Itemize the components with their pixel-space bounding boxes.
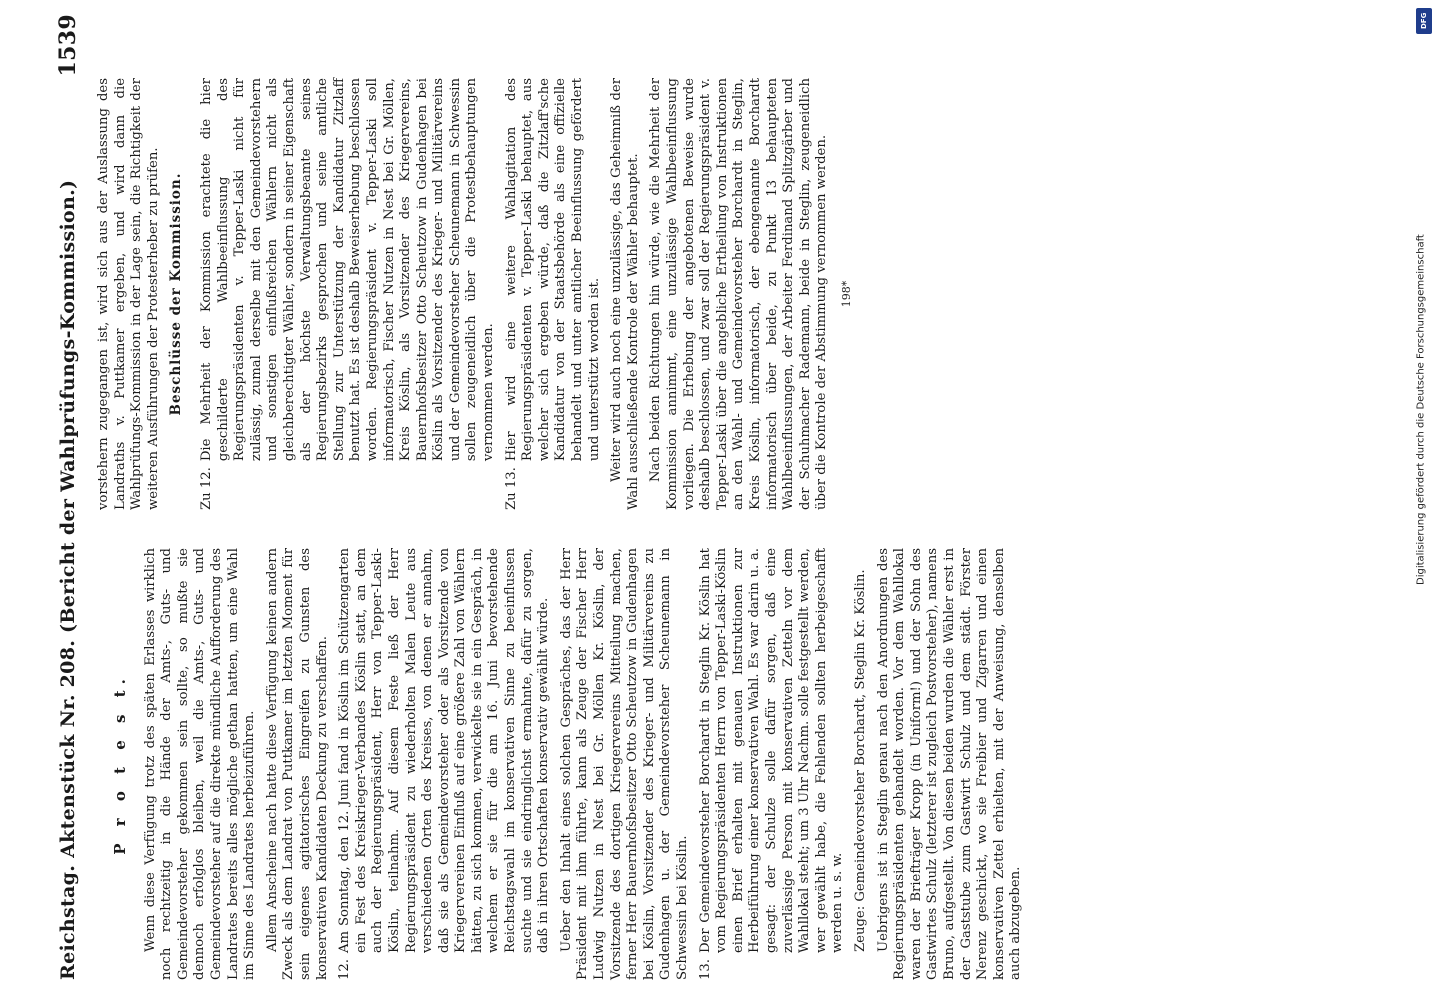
paragraph: Weiter wird auch noch eine unzulässige, das Geheimniß der Wahl ausschließende Kontrole der Wähler behauptet. — [609, 78, 641, 510]
paragraph: Nach beiden Richtungen hin würde, wie die Mehrheit der Kommission annimmt, eine unzulässige Wahlbeeinflussung vorliegen. Die Erhebung der angebotenen Beweise wurde deshalb beschlossen, und zwar soll der Regierungspräsident v. Tepper-Laski über die angebliche Ertheilung von Instruktionen an den Wahl- und Gemeindevorsteher Borchardt in Steglin, Kreis Köslin, informatorisch, der ebengenannte Borchardt informatorisch über beide, zu Punkt 13 behaupteten Wahlbeeinflussungen, der Arbeiter Ferdinand Splitzgärber und der Schuhmacher Rademann, beide in Steglin, zeugeneidlich über die Kontrole der Abstimmung vernommen werden. — [648, 78, 830, 510]
item-text: Hier wird eine weitere Wahlagitation des Regierungspräsidenten v. Tepper-Laski behauptet, aus welcher sich ergeben würde, daß die Zitzlaff'sche Kandidatur von der Staatsbehörde als eine offizielle behandelt und unter amtlicher Beeinflussung gefördert und unterstützt worden ist. — [503, 78, 602, 462]
digitization-credit: Digitalisierung gefördert durch die Deutsche Forschungsgemeinschaft — [1415, 234, 1427, 586]
resolutions-heading: Beschlüsse der Kommission. — [168, 172, 185, 416]
paragraph: Ueber den Inhalt eines solchen Gespräches, das der Herr Präsident mit ihm führte, kann als Zeuge der Fischer Herr Ludwig Nutzen in Nest bei Gr. Möllen Kr. Köslin, der Vorsitzende des dortigen Kriegervereins Mitteilung machen, ferner Herr Bauernhofsbesitzer Otto Scheutzow in Gudenhagen bei Köslin, Vorsitzender des Krieger- und Militärvereins zu Gudenhagen u. der Gemeindevorsteher Scheunemann in Schwessin bei Köslin. — [558, 548, 690, 980]
paragraph: vorstehern zugegangen ist, wird sich aus der Auslassung des Landraths v. Puttkamer ergeben, und wird dann die Wahlprüfungs-Kommission in der Lage sein, die Richtigkeit der weiteren Ausführungen der Protesterheber zu prüfen. — [96, 78, 161, 510]
left-column — [96, 548, 1031, 980]
dfg-logo: DFG — [1416, 8, 1432, 34]
witness-line: Zeuge: Gemeindevorsteher Borchardt, Steglin Kr. Köslin. — [852, 569, 868, 952]
item-number: Zu 13. — [503, 467, 519, 510]
paragraph: Allem Anscheine nach hatte diese Verfügung keinen andern Zweck als dem Landrat von Puttkamer im letzten Moment für sein eigenes agitatorisches Eingreifen zu Gunsten des konservativen Kandidaten Deckung zu verschaffen. — [264, 548, 330, 980]
list-item — [199, 78, 498, 510]
signature-mark: 198* — [839, 280, 853, 308]
item-text: Am Sonntag, den 12. Juni fand in Köslin im Schützengarten ein Fest des Kreiskrieger-Verbandes Köslin statt, an dem auch der Regierungspräsident, Herr von Tepper-Laski-Köslin, teilnahm. Auf diesem Feste ließ der Herr Regierungspräsident zu wiederholten Malen Leute aus verschiedenen Orten des Kreises, von denen er annahm, daß sie als Gemeindevorsteher oder als Vorsitzende von Kriegervereinen Einfluß auf eine größere Zahl von Wählern hätten, zu sich kommen, verwickelte sie in ein Gespräch, in welchem er sie für die am 16. Juni bevorstehende Reichstagswahl im konservativen Sinne zu beeinflussen suchte und sie eindringlichst ermahnte, dafür zu sorgen, daß in ihren Ortschaften konservativ gewählt würde. — [337, 548, 552, 954]
paragraph: Wenn diese Verfügung trotz des späten Erlasses wirklich noch rechtzeitig in die Hände der Amts-, Guts- und Gemeindevorsteher gekommen sein sollte, so mußte sie dennoch erfolglos bleiben, weil die Amts-, Guts- und Gemeindevorsteher auf die direkte mündliche Aufforderung des Landrates bereits alles mögliche gethan hatten, um eine Wahl im Sinne des Landrates herbeizuführen. — [142, 548, 258, 980]
list-item — [337, 548, 553, 980]
page-header — [40, 14, 96, 980]
page-number: 1539 — [55, 14, 81, 77]
header-title: Reichstag. Aktenstück Nr. 208. (Bericht der Wahlprüfungs-Kommission.) — [57, 179, 79, 980]
item-number: 12. — [337, 959, 353, 980]
paragraph: Uebrigens ist in Steglin genau nach den Anordnungen des Regierungspräsidenten gehandelt worden. Vor dem Wahllokal waren der Briefträger Kropp (in Uniform!) und der Sohn des Gastwirtes Schulz (letzterer ist zugleich Postvorsteher), namens Bruno, aufgestellt. Von diesen beiden wurden die Wähler erst in der Gaststube zum Gastwirt Schulz und dem städt. Förster Nerenz geschickt, wo sie Freibier und Zigarren und einen konservativen Zettel erhielten, mit der Anweisung, denselben auch abzugeben. — [875, 548, 1024, 980]
right-column — [96, 78, 856, 510]
protest-heading: P r o t e s t. — [111, 673, 129, 855]
list-item — [698, 548, 847, 980]
item-text: Der Gemeindevorsteher Borchardt in Steglin Kr. Köslin hat vom Regierungspräsidenten Herrn von Tepper-Laski-Köslin einen Brief erhalten mit genauen Instruktionen zur Herbeiführung einer konservativen Wahl. Es war darin u. a. gesagt: der Schulze solle dafür sorgen, daß eine zuverlässige Person mit konservativen Zetteln vor dem Wahllokal steht; um 3 Uhr Nachm. solle festgestellt werden, wer gewählt habe, die Fehlenden sollten herbeigeschafft werden u. s. w. — [697, 548, 846, 954]
item-text: Die Mehrheit der Kommission erachtete die hier geschilderte Wahlbeeinflussung des Regierungspräsidenten v. Tepper-Laski nicht für zulässig, zumal derselbe mit den Gemeindevorstehern und sonstigen einflußreichen Wählern nicht als gleichberechtigter Wähler, sondern in seiner Eigenschaft als der höchste Verwaltungsbeamte seines Regierungsbezirks gesprochen und seine amtliche Stellung zur Unterstützung der Kandidatur Zitzlaff benutzt hat. Es ist deshalb Beweiserhebung beschlossen worden. Regierungspräsident v. Tepper-Laski soll informatorisch, Fischer Nutzen in Nest bei Gr. Möllen, Kreis Köslin, als Vorsitzender des Kriegervereins, Bauernhofsbesitzer Otto Scheutzow in Gudenhagen bei Köslin als Vorsitzender des Krieger- und Militärvereins und der Gemeindevorsteher Scheunemann in Schwessin sollen zeugeneidlich über die Protestbehauptungen vernommen werden. — [198, 78, 497, 462]
item-number: Zu 12. — [198, 467, 214, 510]
list-item — [504, 78, 604, 510]
item-number: 13. — [697, 959, 713, 980]
